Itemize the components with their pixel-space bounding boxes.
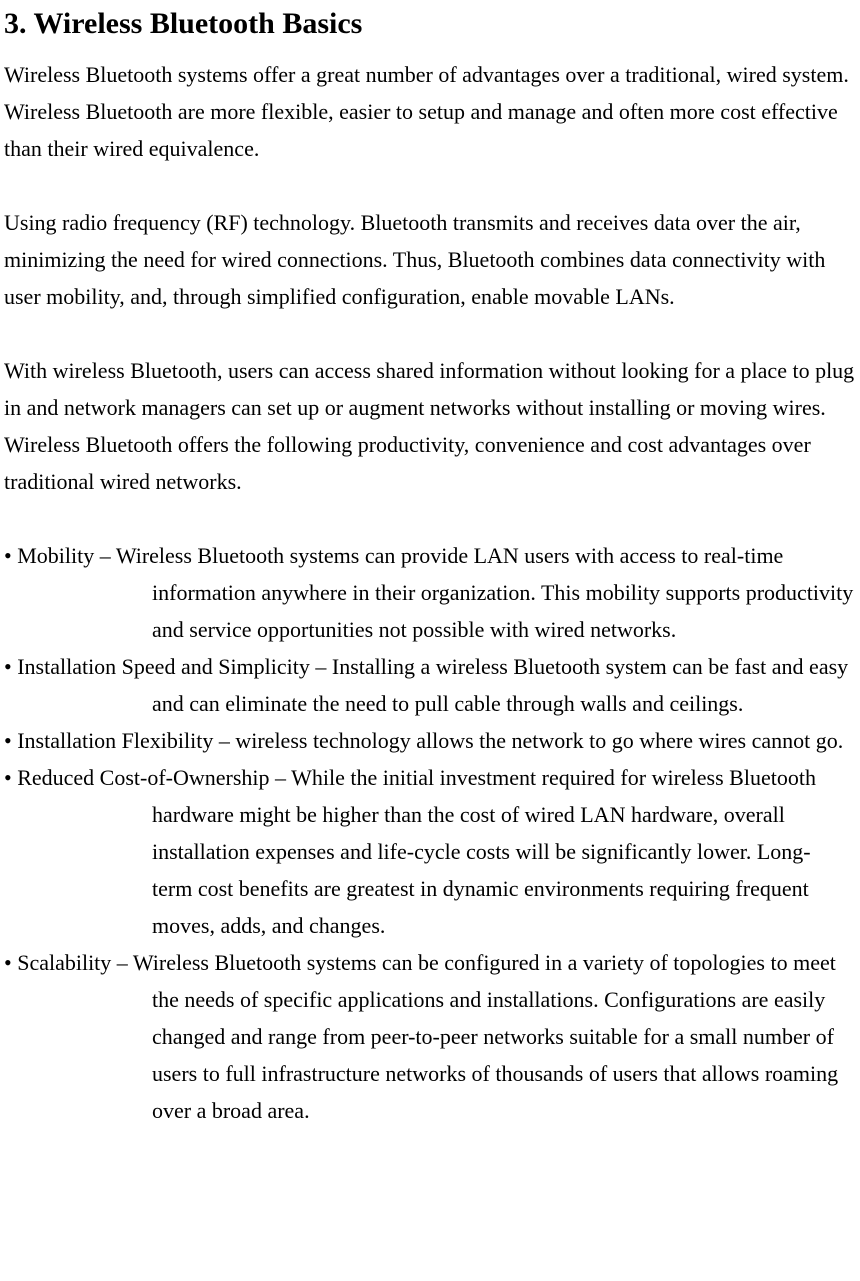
advantages-bullet-list xyxy=(4,537,856,1129)
bullet-text: Installation Speed and Simplicity – Installing a wireless Bluetooth system can be fast and easy and can eliminate the need to pull cable through walls and ceilings. xyxy=(17,654,849,716)
paragraph-intro: Wireless Bluetooth systems offer a great number of advantages over a traditional, wired system. Wireless Bluetooth are more flexible, easier to setup and manage and often more cost effective than their wired equivalence. xyxy=(4,62,849,161)
bullet-icon: • xyxy=(4,765,12,790)
paragraph-shared-information: With wireless Bluetooth, users can access shared information without looking for a place to plug in and network managers can set up or augment networks without installing or moving wires. Wireless Bluetooth offers the following productivity, convenience and cost advantages over traditional wired networks. xyxy=(4,358,855,494)
list-item-installation-speed xyxy=(4,648,856,722)
bullet-icon: • xyxy=(4,654,12,679)
bullet-icon: • xyxy=(4,950,12,975)
list-item-installation-flexibility xyxy=(4,722,856,759)
bullet-text: Reduced Cost-of-Ownership – While the initial investment required for wireless Bluetooth hardware might be higher than the cost of wired LAN hardware, overall installation expenses and life-cycle costs will be significantly lower. Long- term cost benefits are greatest in dynamic environments requiring frequent moves, adds, and changes. xyxy=(17,765,816,938)
paragraph-radio-frequency: Using radio frequency (RF) technology. Bluetooth transmits and receives data over the air, minimizing the need for wired connections. Thus, Bluetooth combines data connectivity with user mobility, and, through simplified configuration, enable movable LANs. xyxy=(4,210,826,309)
list-item-mobility xyxy=(4,537,856,648)
bullet-text: Mobility – Wireless Bluetooth systems can provide LAN users with access to real-time information anywhere in their organization. This mobility supports productivity and service opportunities not possible with wired networks. xyxy=(17,543,854,642)
list-item-reduced-cost xyxy=(4,759,856,944)
list-item-scalability xyxy=(4,944,856,1129)
bullet-icon: • xyxy=(4,728,12,753)
page-title: 3. Wireless Bluetooth Basics xyxy=(4,7,363,40)
bullet-text: Scalability – Wireless Bluetooth systems can be configured in a variety of topologies to meet the needs of specific applications and installations. Configurations are easily changed and range from peer-to-peer networks suitable for a small number of users to full infrastructure networks of thousands of users that allows roaming over a broad area. xyxy=(17,950,839,1123)
bullet-text: Installation Flexibility – wireless technology allows the network to go where wires cannot go. xyxy=(17,728,844,753)
bullet-icon: • xyxy=(4,543,12,568)
